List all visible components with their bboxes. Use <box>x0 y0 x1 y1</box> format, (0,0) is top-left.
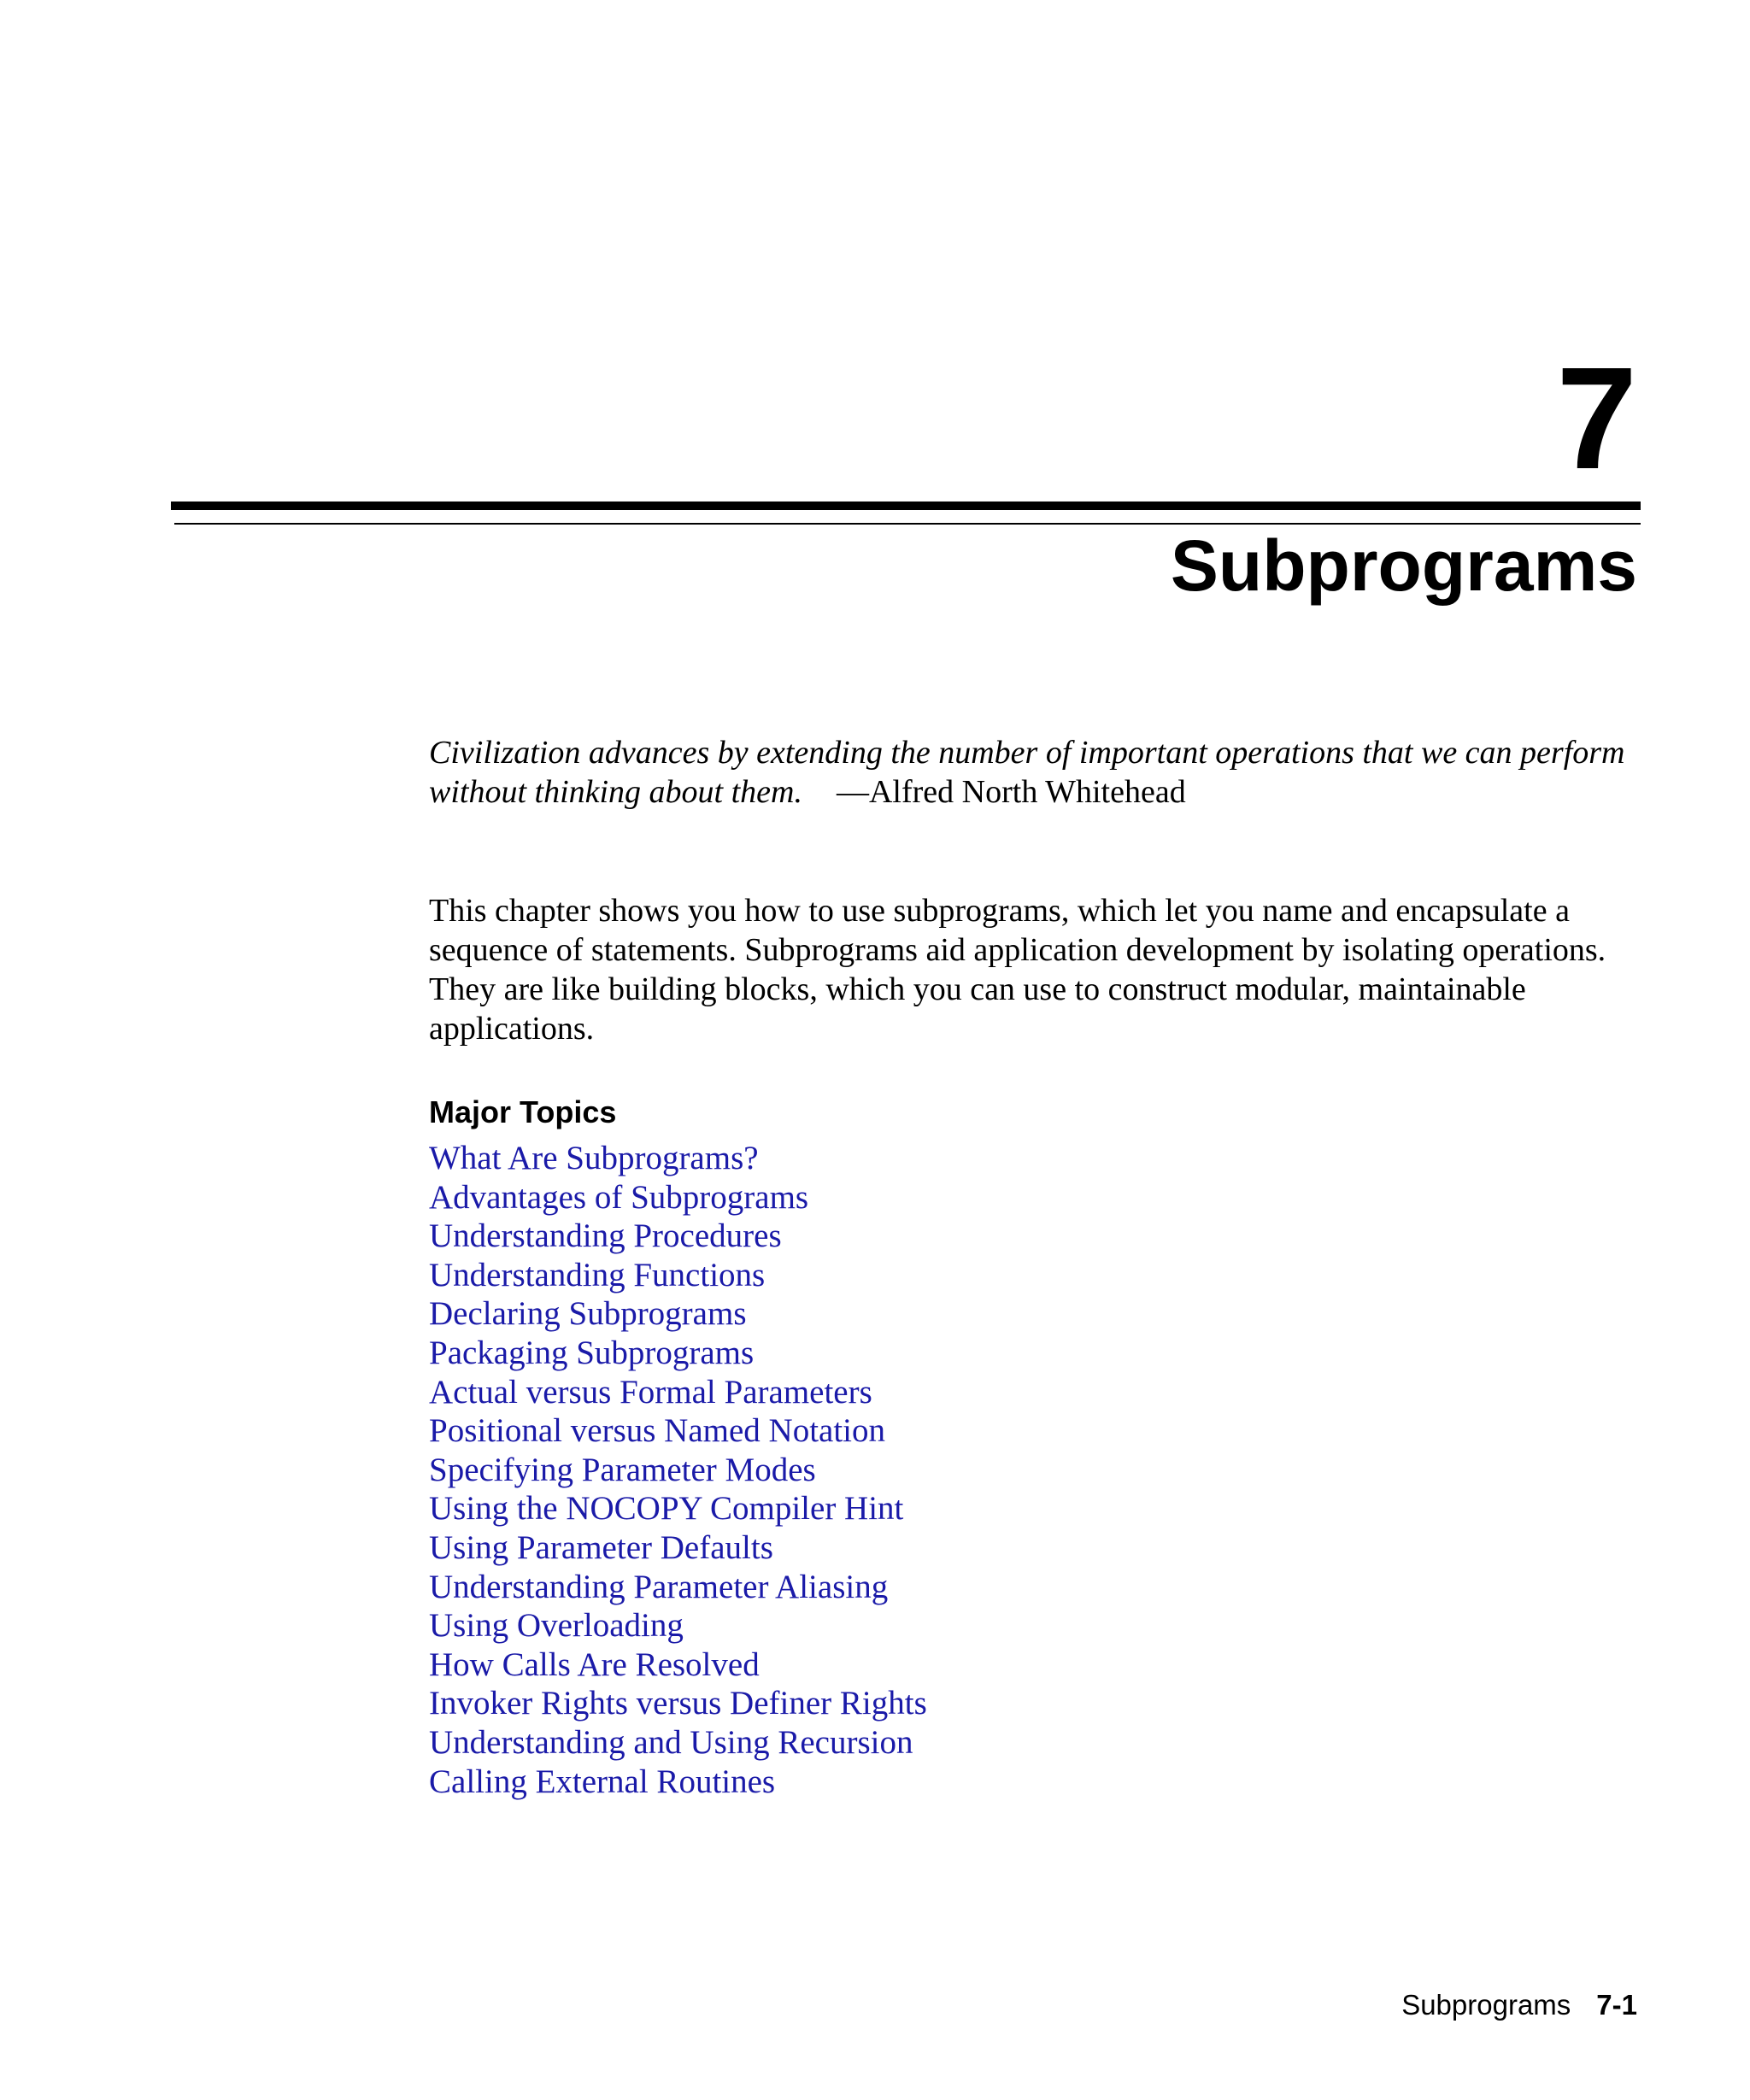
topic-link[interactable]: Understanding Parameter Aliasing <box>429 1568 889 1605</box>
topic-link[interactable]: Understanding Procedures <box>429 1217 782 1255</box>
epigraph-attribution: —Alfred North Whitehead <box>836 774 1186 810</box>
footer-section-title: Subprograms <box>1401 1989 1571 2021</box>
topic-link[interactable]: Understanding and Using Recursion <box>429 1723 913 1761</box>
page-footer <box>1401 1989 1637 2021</box>
topic-link[interactable]: Calling External Routines <box>429 1763 776 1800</box>
topic-link[interactable]: What Are Subprograms? <box>429 1140 759 1176</box>
topic-link[interactable]: Invoker Rights versus Definer Rights <box>429 1685 927 1722</box>
topic-link[interactable]: Using Parameter Defaults <box>429 1528 773 1566</box>
topic-link[interactable]: Advantages of Subprograms <box>429 1178 809 1216</box>
topic-link[interactable]: Understanding Functions <box>429 1256 766 1293</box>
topic-link[interactable]: Specifying Parameter Modes <box>429 1451 816 1488</box>
major-topics-heading: Major Topics <box>429 1094 617 1129</box>
topic-link[interactable]: Using Overloading <box>429 1607 684 1645</box>
topic-link[interactable]: Packaging Subprograms <box>429 1334 755 1371</box>
epigraph-quote: Civilization advances by extending the number of important operations that we can perform without thinking about them. <box>429 735 1625 810</box>
chapter-number: 7 <box>1556 337 1637 500</box>
topic-link[interactable]: How Calls Are Resolved <box>429 1645 760 1683</box>
footer-page-number: 7-1 <box>1596 1989 1637 2021</box>
topic-link[interactable]: Positional versus Named Notation <box>429 1412 886 1450</box>
intro-paragraph: This chapter shows you how to use subprograms, which let you name and encapsulate a sequence of statements. Subprograms aid application development by isolating operations. They are like building blocks, which you can use to construct modular, maintainable applications. <box>429 893 1606 1047</box>
chapter-title: Subprograms <box>1170 525 1637 606</box>
topic-link[interactable]: Declaring Subprograms <box>429 1295 747 1333</box>
chapter-rule-thin <box>174 523 1641 525</box>
topic-link[interactable]: Using the NOCOPY Compiler Hint <box>429 1490 904 1528</box>
epigraph <box>429 733 1651 812</box>
chapter-rule-thick <box>171 502 1641 510</box>
topic-link[interactable]: Actual versus Formal Parameters <box>429 1373 872 1411</box>
major-topics-list <box>429 1139 927 1801</box>
